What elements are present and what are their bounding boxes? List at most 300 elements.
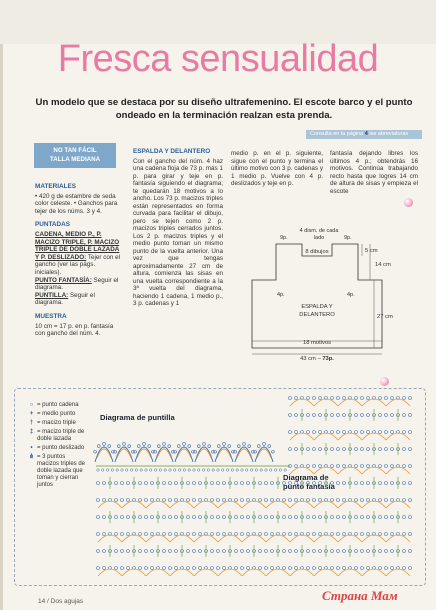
chain-stitch-mark bbox=[331, 516, 334, 519]
materiales-heading: MATERIALES bbox=[35, 183, 77, 190]
shell-arc bbox=[290, 501, 314, 508]
foundation-chain-mark bbox=[236, 469, 238, 471]
chain-stitch-mark bbox=[127, 533, 130, 536]
foundation-chain-mark bbox=[97, 469, 99, 471]
chain-stitch-mark bbox=[115, 516, 118, 519]
left-shoulder-label: 9p. bbox=[280, 235, 288, 241]
chain-stitch-mark bbox=[409, 414, 412, 417]
chain-stitch-mark bbox=[97, 482, 100, 485]
difficulty-level: NO TAN FÁCIL bbox=[53, 147, 97, 154]
chain-stitch-mark bbox=[123, 443, 126, 446]
chain-stitch-mark bbox=[223, 533, 226, 536]
chain-stitch-mark bbox=[379, 431, 382, 434]
foundation-chain-mark bbox=[246, 469, 248, 471]
chain-stitch-mark bbox=[355, 397, 358, 400]
shell-arc bbox=[290, 569, 314, 576]
chain-stitch-mark bbox=[177, 445, 180, 448]
chain-stitch-mark bbox=[343, 499, 346, 502]
chain-stitch-mark bbox=[355, 567, 358, 570]
foundation-chain-mark bbox=[217, 469, 219, 471]
puntadas-heading: PUNTADAS bbox=[35, 221, 71, 229]
foundation-chain-mark bbox=[174, 469, 176, 471]
slip-stitch-icon: • bbox=[30, 445, 33, 451]
page-title: Fresca sensualidad bbox=[57, 38, 379, 80]
chain-stitch-mark bbox=[331, 448, 334, 451]
chain-stitch-mark bbox=[319, 414, 322, 417]
shell-arc bbox=[290, 535, 314, 542]
chain-stitch-mark bbox=[271, 516, 274, 519]
chain-stitch-mark bbox=[337, 431, 340, 434]
chain-stitch-mark bbox=[193, 499, 196, 502]
chain-stitch-mark bbox=[403, 567, 406, 570]
chain-stitch-mark bbox=[367, 567, 370, 570]
chain-stitch-mark bbox=[295, 567, 298, 570]
cm14-label: 14 cm bbox=[375, 262, 391, 268]
chain-stitch-mark bbox=[319, 482, 322, 485]
chain-stitch-mark bbox=[391, 431, 394, 434]
foundation-chain-mark bbox=[188, 469, 190, 471]
chain-stitch-mark bbox=[272, 450, 275, 453]
chain-stitch-mark bbox=[391, 550, 394, 553]
chain-stitch-mark bbox=[163, 443, 166, 446]
chain-stitch-mark bbox=[295, 448, 298, 451]
chain-stitch-mark bbox=[223, 482, 226, 485]
chain-stitch-mark bbox=[331, 533, 334, 536]
shell-arc bbox=[242, 535, 266, 542]
chain-stitch-mark bbox=[259, 516, 262, 519]
chain-stitch-mark bbox=[175, 550, 178, 553]
chain-stitch-mark bbox=[379, 397, 382, 400]
foundation-chain-mark bbox=[178, 469, 180, 471]
foundation-chain-mark bbox=[183, 469, 185, 471]
chain-stitch-mark bbox=[403, 516, 406, 519]
shell-arc bbox=[386, 535, 410, 542]
shell-arc bbox=[266, 501, 290, 508]
shell-arc bbox=[122, 569, 146, 576]
chain-stitch-mark bbox=[151, 567, 154, 570]
chain-stitch-mark bbox=[379, 482, 382, 485]
chain-stitch-mark bbox=[211, 516, 214, 519]
chain-stitch-mark bbox=[367, 414, 370, 417]
chain-stitch-mark bbox=[391, 465, 394, 468]
shell-arc bbox=[218, 535, 242, 542]
watermark: Страна Мам bbox=[322, 588, 398, 603]
chain-stitch-mark bbox=[409, 499, 412, 502]
chain-stitch-mark bbox=[103, 516, 106, 519]
chain-stitch-mark bbox=[217, 516, 220, 519]
chain-stitch-mark bbox=[103, 567, 106, 570]
chain-stitch-mark bbox=[169, 499, 172, 502]
chain-stitch-mark bbox=[241, 482, 244, 485]
punto-fantasia-label: PUNTO FANTASÍA: bbox=[35, 276, 92, 284]
width-label: 43 cm – 73p. bbox=[300, 356, 334, 362]
chain-stitch-mark bbox=[265, 516, 268, 519]
chain-stitch-mark bbox=[223, 516, 226, 519]
chain-stitch-mark bbox=[145, 516, 148, 519]
shell-arc bbox=[266, 535, 290, 542]
chain-stitch-mark bbox=[343, 448, 346, 451]
foundation-chain-mark bbox=[106, 469, 108, 471]
fantasia-title-line-1: Diagrama de bbox=[283, 473, 329, 482]
chain-stitch-mark bbox=[361, 499, 364, 502]
chain-stitch-mark bbox=[283, 499, 286, 502]
chain-stitch-mark bbox=[241, 567, 244, 570]
shell-arc bbox=[170, 535, 194, 542]
chain-stitch-mark bbox=[319, 448, 322, 451]
chain-stitch-mark bbox=[307, 397, 310, 400]
chain-stitch-mark bbox=[331, 397, 334, 400]
chain-stitch-mark bbox=[379, 567, 382, 570]
chain-stitch-mark bbox=[343, 567, 346, 570]
chain-stitch-mark bbox=[175, 482, 178, 485]
chain-stitch-mark bbox=[385, 516, 388, 519]
shell-arc bbox=[98, 501, 122, 508]
chain-stitch-mark bbox=[391, 482, 394, 485]
chain-stitch-mark bbox=[307, 499, 310, 502]
scallop-inner-arc bbox=[117, 449, 131, 458]
chain-stitch-mark bbox=[187, 567, 190, 570]
chain-stitch-mark bbox=[235, 516, 238, 519]
chain-stitch-mark bbox=[235, 567, 238, 570]
chain-stitch-mark bbox=[313, 397, 316, 400]
chain-stitch-mark bbox=[139, 482, 142, 485]
shell-arc bbox=[194, 569, 218, 576]
chain-stitch-mark bbox=[145, 482, 148, 485]
shell-arc bbox=[362, 569, 386, 576]
chain-stitch-mark bbox=[391, 499, 394, 502]
chain-stitch-mark bbox=[385, 482, 388, 485]
scallop-inner-arc bbox=[217, 449, 231, 458]
chain-stitch-mark bbox=[139, 499, 142, 502]
legend-label: = punto deslizado bbox=[37, 445, 85, 451]
chain-stitch-mark bbox=[188, 445, 191, 448]
chain-stitch-mark bbox=[283, 567, 286, 570]
foundation-chain-mark bbox=[159, 469, 161, 471]
chain-stitch-mark bbox=[403, 397, 406, 400]
chain-stitch-mark bbox=[247, 482, 250, 485]
chain-stitch-mark bbox=[199, 567, 202, 570]
chain-stitch-mark bbox=[361, 516, 364, 519]
single-crochet-icon: + bbox=[29, 411, 34, 417]
materiales-text: • 420 g de estambre de seda color celeste. • Ganchos para tejer de los núms. 3 y 4. bbox=[35, 192, 118, 215]
chain-stitch-mark bbox=[263, 443, 266, 446]
shell-arc bbox=[338, 399, 362, 406]
chain-stitch-mark bbox=[343, 397, 346, 400]
espalda-text: Con el gancho del núm. 4 haz una cadena floja de 73 p. más 1 p. para girar y teje en p. fantasía siguiendo el diagrama; te quedarán 18 motivos a lo ancho. Los 73 p. macizos triples están representados en forma curvada para facilitar el dibujo, pero se tejen como 2 p. macizos triples cerrados juntos. Los 2 p. macizos triples y el medio punto toman un mismo punto de la vuelta anterior. Una vez que tengas aproximadamente 27 cm de altura, comienza las sisas en una vuelta correspondiente a la 3ª vuelta del diagrama, haciendo 1 cadena, 1 medio p., 3 p. cadenas y 1 bbox=[133, 157, 223, 307]
chain-stitch-mark bbox=[223, 443, 226, 446]
foundation-chain-mark bbox=[226, 469, 228, 471]
chain-stitch-mark bbox=[313, 533, 316, 536]
chain-stitch-mark bbox=[211, 567, 214, 570]
chain-stitch-mark bbox=[217, 567, 220, 570]
chain-stitch-mark bbox=[121, 550, 124, 553]
chain-stitch-mark bbox=[367, 499, 370, 502]
chain-stitch-mark bbox=[145, 567, 148, 570]
chain-stitch-mark bbox=[163, 482, 166, 485]
chain-stitch-mark bbox=[203, 443, 206, 446]
shell-arc bbox=[362, 467, 386, 474]
chain-stitch-mark bbox=[241, 550, 244, 553]
chain-stitch-mark bbox=[265, 499, 268, 502]
chain-stitch-mark bbox=[265, 533, 268, 536]
chain-stitch-mark bbox=[97, 516, 100, 519]
chain-stitch-mark bbox=[295, 516, 298, 519]
chain-stitch-mark bbox=[217, 550, 220, 553]
chain-stitch-mark bbox=[169, 516, 172, 519]
shell-arc bbox=[338, 501, 362, 508]
shell-arc bbox=[386, 467, 410, 474]
chain-stitch-mark bbox=[409, 397, 412, 400]
chain-stitch-mark bbox=[169, 567, 172, 570]
foundation-chain-mark bbox=[260, 469, 262, 471]
chain-stitch-mark bbox=[289, 414, 292, 417]
shell-arc bbox=[242, 569, 266, 576]
chain-stitch-mark bbox=[187, 516, 190, 519]
chain-stitch-mark bbox=[403, 465, 406, 468]
chain-stitch-mark bbox=[343, 516, 346, 519]
chain-stitch-mark bbox=[115, 550, 118, 553]
foundation-chain-mark bbox=[274, 469, 276, 471]
chain-stitch-mark bbox=[137, 445, 140, 448]
neck-dec-label-1: 4 dism. de cada bbox=[299, 228, 339, 234]
chain-stitch-mark bbox=[243, 443, 246, 446]
legend-label: = medio punto bbox=[37, 411, 76, 417]
chain-stitch-mark bbox=[259, 567, 262, 570]
chain-stitch-mark bbox=[337, 567, 340, 570]
chain-stitch-mark bbox=[168, 445, 171, 448]
chain-stitch-mark bbox=[403, 482, 406, 485]
chain-stitch-mark bbox=[391, 516, 394, 519]
chain-stitch-mark bbox=[271, 567, 274, 570]
chain-stitch-mark bbox=[115, 533, 118, 536]
chain-stitch-mark bbox=[97, 533, 100, 536]
puntilla-label: PUNTILLA: bbox=[35, 291, 69, 299]
chain-stitch-mark bbox=[331, 550, 334, 553]
muestra-text: 10 cm = 17 p. en p. fantasía con gancho del núm. 4. bbox=[35, 322, 114, 338]
size-label: TALLA MEDIANA bbox=[49, 156, 101, 163]
chain-stitch-mark bbox=[151, 533, 154, 536]
chain-stitch-mark bbox=[139, 550, 142, 553]
cm27-label: 27 cm bbox=[377, 314, 393, 320]
chain-stitch-mark bbox=[175, 499, 178, 502]
chain-stitch-mark bbox=[379, 550, 382, 553]
chain-stitch-mark bbox=[151, 516, 154, 519]
chain-stitch-mark bbox=[361, 533, 364, 536]
punto-fantasia-text: Seguir el diagrama. bbox=[35, 276, 119, 292]
shell-arc bbox=[386, 501, 410, 508]
chain-stitch-mark bbox=[331, 465, 334, 468]
chain-stitch-mark bbox=[289, 499, 292, 502]
chain-stitch-mark bbox=[295, 465, 298, 468]
chain-stitch-mark bbox=[367, 448, 370, 451]
chain-stitch-mark bbox=[223, 567, 226, 570]
chain-stitch-mark bbox=[211, 482, 214, 485]
puntilla-diagram-title: Diagrama de puntilla bbox=[100, 413, 175, 422]
espalda-heading: ESPALDA Y DELANTERO bbox=[133, 148, 211, 155]
chain-stitch-mark bbox=[247, 499, 250, 502]
chain-stitch-mark bbox=[223, 499, 226, 502]
chain-stitch-mark bbox=[241, 516, 244, 519]
chain-stitch-mark bbox=[259, 499, 262, 502]
legend-label: = punto cadena bbox=[37, 402, 79, 408]
chain-stitch-mark bbox=[385, 499, 388, 502]
chain-stitch-mark bbox=[103, 482, 106, 485]
chain-stitch-mark bbox=[319, 516, 322, 519]
chain-stitch-mark bbox=[235, 533, 238, 536]
shell-arc bbox=[290, 467, 314, 474]
foundation-chain-mark bbox=[150, 469, 152, 471]
chain-stitch-mark bbox=[391, 397, 394, 400]
chain-stitch-mark bbox=[289, 550, 292, 553]
chain-stitch-mark bbox=[127, 550, 130, 553]
chain-stitch-mark bbox=[283, 533, 286, 536]
chain-stitch-mark bbox=[361, 482, 364, 485]
chain-stitch-mark bbox=[163, 550, 166, 553]
chain-stitch-mark bbox=[295, 482, 298, 485]
chain-stitch-mark bbox=[163, 533, 166, 536]
scallop-inner-arc bbox=[177, 449, 191, 458]
foundation-chain-mark bbox=[169, 469, 171, 471]
chain-stitch-mark bbox=[223, 550, 226, 553]
chain-stitch-mark bbox=[337, 465, 340, 468]
chain-stitch-mark bbox=[307, 533, 310, 536]
chain-stitch-mark bbox=[409, 465, 412, 468]
chain-stitch-mark bbox=[289, 397, 292, 400]
chain-stitch-mark bbox=[391, 448, 394, 451]
chain-stitch-mark bbox=[295, 414, 298, 417]
chain-stitch-mark bbox=[331, 482, 334, 485]
chain-stitch-mark bbox=[247, 533, 250, 536]
foundation-chain-mark bbox=[265, 469, 267, 471]
chain-stitch-mark bbox=[403, 550, 406, 553]
chain-stitch-mark bbox=[313, 431, 316, 434]
scallop-inner-arc bbox=[157, 449, 171, 458]
chain-stitch-mark bbox=[103, 499, 106, 502]
chain-stitch-mark bbox=[151, 499, 154, 502]
chain-stitch-mark bbox=[355, 516, 358, 519]
chain-stitch-mark bbox=[115, 482, 118, 485]
chain-stitch-mark bbox=[241, 499, 244, 502]
chain-stitch-mark bbox=[409, 567, 412, 570]
chain-stitch-mark bbox=[259, 550, 262, 553]
chain-stitch-mark bbox=[361, 465, 364, 468]
chain-stitch-mark bbox=[355, 550, 358, 553]
chain-stitch-mark bbox=[121, 567, 124, 570]
chain-stitch-mark bbox=[193, 516, 196, 519]
chain-stitch-mark bbox=[211, 533, 214, 536]
chain-stitch-mark bbox=[403, 431, 406, 434]
chain-stitch-mark bbox=[228, 445, 231, 448]
chain-stitch-mark bbox=[319, 533, 322, 536]
chain-stitch-mark bbox=[157, 445, 160, 448]
chain-stitch-mark bbox=[97, 499, 100, 502]
shell-arc bbox=[194, 501, 218, 508]
chain-stitch-mark bbox=[193, 550, 196, 553]
chain-stitch-mark bbox=[379, 448, 382, 451]
chain-stitch-mark bbox=[187, 550, 190, 553]
chain-stitch-mark bbox=[361, 414, 364, 417]
chain-stitch-mark bbox=[403, 448, 406, 451]
chain-stitch-mark bbox=[121, 533, 124, 536]
chain-stitch-mark bbox=[103, 533, 106, 536]
chain-stitch-mark bbox=[385, 414, 388, 417]
foundation-chain-mark bbox=[193, 469, 195, 471]
chain-stitch-mark bbox=[139, 533, 142, 536]
chain-stitch-mark bbox=[355, 448, 358, 451]
chain-stitch-mark bbox=[199, 516, 202, 519]
chain-stitch-mark bbox=[127, 499, 130, 502]
shell-arc bbox=[314, 467, 338, 474]
chain-stitch-mark bbox=[403, 533, 406, 536]
consulta-prefix: Consulta en la página bbox=[310, 131, 364, 137]
shell-arc bbox=[386, 569, 410, 576]
shell-arc bbox=[242, 501, 266, 508]
chain-stitch-mark bbox=[115, 499, 118, 502]
shell-arc bbox=[290, 399, 314, 406]
shell-arc bbox=[98, 535, 122, 542]
chain-stitch-mark bbox=[103, 550, 106, 553]
chain-stitch-mark bbox=[409, 448, 412, 451]
chain-stitch-mark bbox=[331, 431, 334, 434]
shell-arc bbox=[314, 501, 338, 508]
chain-stitch-mark bbox=[343, 533, 346, 536]
chain-stitch-mark bbox=[355, 431, 358, 434]
chain-stitch-mark bbox=[367, 550, 370, 553]
chain-stitch-mark bbox=[259, 533, 262, 536]
chain-stitch-mark bbox=[367, 516, 370, 519]
shell-arc bbox=[146, 501, 170, 508]
chain-stitch-mark bbox=[283, 482, 286, 485]
chain-stitch-mark bbox=[343, 465, 346, 468]
chain-stitch-mark bbox=[361, 448, 364, 451]
intro-text: Un modelo que se destaca por su diseño ultrafemenino. El escote barco y el punto ondeado en la terminación realzan esta prenda. bbox=[35, 97, 413, 121]
legend-label: = macizo triple de doble lazada bbox=[37, 429, 85, 442]
chain-stitch-mark bbox=[379, 414, 382, 417]
chain-stitch-mark bbox=[217, 499, 220, 502]
left-armhole-label: 4p. bbox=[277, 292, 285, 298]
chain-stitch-mark bbox=[295, 431, 298, 434]
chain-stitch-mark bbox=[307, 567, 310, 570]
chain-stitch-mark bbox=[271, 550, 274, 553]
chain-stitch-mark bbox=[385, 448, 388, 451]
chain-stitch-mark bbox=[289, 567, 292, 570]
shell-arc bbox=[338, 535, 362, 542]
chain-stitch-mark bbox=[121, 516, 124, 519]
foundation-chain-mark bbox=[207, 469, 209, 471]
shell-arc bbox=[338, 569, 362, 576]
chain-stitch-mark bbox=[197, 445, 200, 448]
chain-stitch-mark bbox=[403, 414, 406, 417]
right-shoulder-label: 9p. bbox=[344, 235, 352, 241]
chain-stitch-mark bbox=[313, 482, 316, 485]
chain-stitch-mark bbox=[247, 516, 250, 519]
chain-stitch-mark bbox=[343, 431, 346, 434]
chain-stitch-mark bbox=[265, 482, 268, 485]
chain-stitch-mark bbox=[361, 397, 364, 400]
chain-stitch-mark bbox=[355, 465, 358, 468]
consulta-page: 4 bbox=[364, 131, 368, 137]
chain-stitch-mark bbox=[409, 516, 412, 519]
chain-stitch-mark bbox=[127, 482, 130, 485]
shell-arc bbox=[314, 433, 338, 440]
chain-stitch-mark bbox=[163, 516, 166, 519]
foundation-chain-mark bbox=[255, 469, 257, 471]
chain-stitch-mark bbox=[183, 443, 186, 446]
chain-stitch-mark bbox=[355, 533, 358, 536]
chain-stitch-mark bbox=[187, 499, 190, 502]
chain-stitch-mark bbox=[313, 516, 316, 519]
chain-stitch-mark bbox=[211, 550, 214, 553]
